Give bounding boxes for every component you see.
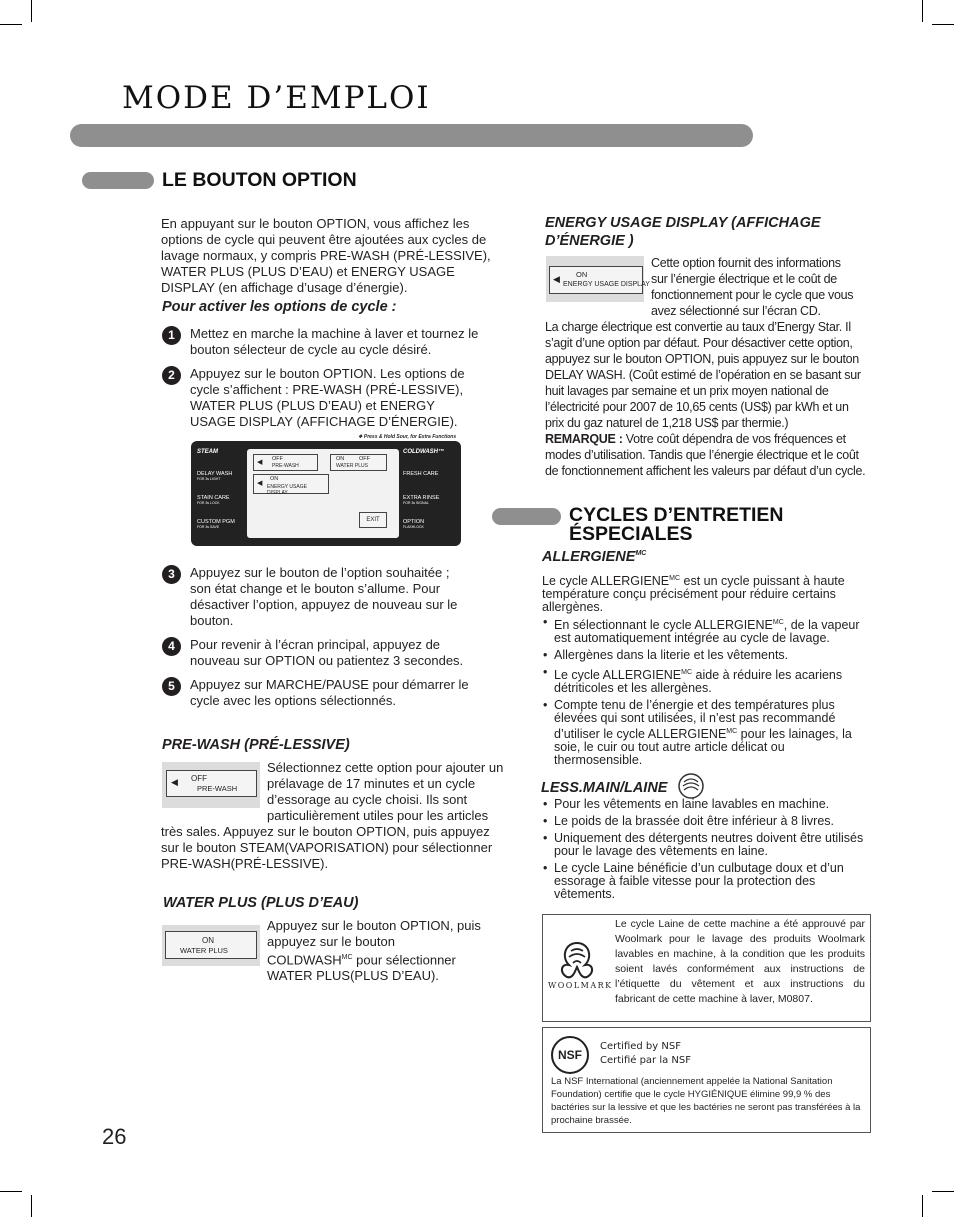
list-item: • Pour les vêtements en laine lavables en machine. xyxy=(542,798,868,811)
button-label: STAIN CARE xyxy=(197,495,230,501)
step-number: 2 xyxy=(162,366,181,385)
allergiene-heading xyxy=(542,549,646,565)
prewash-heading: PRE-WASH (PRÉ-LESSIVE) xyxy=(162,737,350,753)
delay-wash-button[interactable] xyxy=(197,471,245,495)
option-state: OFF xyxy=(359,456,370,462)
wool-heading: LESS.MAIN/LAINE xyxy=(541,780,668,796)
nsf-text: La NSF International (anciennement appelée la National Sanitation Foundation) certifie que le cycle HYGIÉNIQUE élimine 99,9 % des bactéries sur la lessive et que les bactéries ne seront pas transférées à la prochaine brassée. xyxy=(551,1076,861,1126)
nsf-logo-icon: NSF xyxy=(551,1036,589,1074)
step-text: Pour revenir à l’écran principal, appuyez de nouveau sur OPTION ou patientez 3 secondes. xyxy=(190,637,464,668)
option-state: OFF xyxy=(191,774,207,783)
text-part: En sélectionnant le cycle ALLERGIENE xyxy=(554,618,773,633)
button-sublabel: FOR 3s LIGHT xyxy=(197,477,221,481)
trademark-sup: MC xyxy=(772,619,784,626)
option-label: PRE-WASH xyxy=(197,784,238,793)
prewash-display-image xyxy=(162,762,260,808)
text-part: pour les lainages, la soie, le cuir ou tout autre article délicat ou thermosensible. xyxy=(554,727,852,768)
step-text: Mettez en marche la machine à laver et tournez le bouton sélecteur de cycle au cycle désiré. xyxy=(190,326,479,357)
allergiene-intro xyxy=(542,572,868,614)
option-state: ON xyxy=(336,456,345,462)
waterplus-display-image xyxy=(162,925,260,966)
left-arrow-icon: ◀ xyxy=(171,777,178,787)
text-part: aide à réduire les acariens détriticoles et les allergènes. xyxy=(554,668,843,696)
steam-button[interactable]: STEAM xyxy=(197,449,218,455)
heading-line: ÉSPECIALES xyxy=(569,523,693,545)
list-item: • Uniquement des détergents neutres doivent être utilisés pour le lavage des vêtements en laine. xyxy=(542,832,868,858)
intro-paragraph: En appuyant sur le bouton OPTION, vous affichez les options de cycle qui peuvent être ajoutées aux cycles de lavage normaux, y compris PRE-WASH (PRÉ-LESSIVE), WATER PLUS (PLUS D’EAU) et ENERGY USAGE DISPLAY (en affichage d’usage d’énergie). xyxy=(161,216,491,295)
left-arrow-icon: ◀ xyxy=(257,480,263,487)
remark-label: REMARQUE : xyxy=(545,432,623,446)
section-pill xyxy=(492,508,561,525)
nsf-box xyxy=(542,1027,871,1133)
step-number: 3 xyxy=(162,565,181,584)
section-pill xyxy=(82,172,154,189)
waterplus-display xyxy=(165,931,257,959)
crop-mark xyxy=(922,1195,923,1217)
woolmark-text: Le cycle Laine de cette machine a été approuvé par Woolmark pour le lavage des produits Woolmark lavables en machine, à la condition que les produits soient lavés conformément aux instructions de l’étiquette du vêtement et aux instructions du fabricant de cette machine à laver, M0807. xyxy=(615,918,865,1005)
text-part: , de la vapeur est automatiquement intégrée au cycle de lavage. xyxy=(554,618,860,646)
heading-line: CYCLES D’ENTRETIEN xyxy=(569,504,784,526)
allergiene-bullets xyxy=(542,616,868,771)
waterplus-text xyxy=(267,918,482,984)
trademark-sup: MC xyxy=(669,575,681,582)
trademark-sup: MC xyxy=(635,550,647,558)
crop-mark xyxy=(31,0,32,22)
step-text: Appuyez sur MARCHE/PAUSE pour démarrer le cycle avec les options sélectionnés. xyxy=(190,677,469,708)
cert-line: Certifié par la NSF xyxy=(600,1055,692,1066)
fresh-care-button[interactable]: FRESH CARE xyxy=(403,471,439,477)
text-part: pour sélectionner WATER PLUS(PLUS D’EAU). xyxy=(267,952,456,984)
title-bar xyxy=(70,124,753,147)
crop-mark xyxy=(31,1195,32,1217)
trademark-sup: MC xyxy=(681,669,693,677)
panel-screen xyxy=(247,449,399,538)
screen-waterplus-option[interactable] xyxy=(330,454,387,471)
crop-mark xyxy=(0,24,22,25)
step-number: 1 xyxy=(162,326,181,345)
crop-mark xyxy=(932,1191,954,1192)
list-item xyxy=(542,649,868,662)
left-arrow-icon: ◀ xyxy=(257,459,263,466)
text-part: Compte tenu de l’énergie et des températures plus élevées qui sont utilisées, il n’est pas recommandé d’utiliser le cycle ALLERGIENE xyxy=(554,698,836,742)
option-state: ON xyxy=(576,270,588,279)
list-item xyxy=(542,616,868,645)
option-label: PRE-WASH xyxy=(272,463,299,469)
step-text: Appuyez sur le bouton OPTION. Les options de cycle s’affichent : PRE-WASH (PRÉ-LESSIVE), WATER PLUS (PLUS D’EAU) et ENERGY USAGE DISPLAY (AFFICHAGE D’ÉNERGIE). xyxy=(190,366,465,429)
remark-text: Votre coût dépendra de vos fréquences et modes d’utilisation. Tandis que l’énergie électrique et le coût de fonctionnement affichent les valeurs par défaut d’un cycle. xyxy=(545,432,866,478)
crop-mark xyxy=(0,1191,22,1192)
option-state: OFF xyxy=(272,456,283,462)
list-item xyxy=(542,699,868,767)
nsf-certification xyxy=(600,1040,691,1068)
energy-remark xyxy=(545,431,870,479)
button-label: EXTRA RINSE xyxy=(403,495,440,501)
control-panel xyxy=(191,441,461,546)
trademark-sup: MC xyxy=(726,728,738,736)
button-label: DELAY WASH xyxy=(197,471,233,477)
list-item: • Le cycle Laine bénéficie d’un culbutage doux et d’un essorage à faible vitesse pour la protection des vêtements. xyxy=(542,862,868,901)
wool-cycle-icon xyxy=(678,773,704,799)
coldwash-button[interactable]: COLDWASH™ xyxy=(403,449,444,455)
list-item: • Le poids de la brassée doit être inférieur à 8 livres. xyxy=(542,815,868,828)
text-part: Le cycle ALLERGIENE xyxy=(542,574,670,589)
prewash-text-continued: très sales. Appuyez sur le bouton OPTION, puis appuyez sur le bouton STEAM(VAPORISATION) pour sélectionner PRE-WASH(PRÉ-LESSIVE). xyxy=(161,824,493,871)
trademark-sup: MC xyxy=(341,954,353,961)
text-part: Le cycle ALLERGIENE xyxy=(554,668,682,683)
stain-care-button[interactable] xyxy=(197,495,245,519)
option-label: ENERGY USAGE DISPLAY xyxy=(563,281,650,288)
option-label: ENERGY USAGE DISPLAY xyxy=(267,484,307,496)
page-title: MODE D’EMPLOI xyxy=(122,80,431,116)
button-sublabel: FOR 3s SAVE xyxy=(197,525,220,529)
step-number: 4 xyxy=(162,637,181,656)
screen-prewash-option[interactable] xyxy=(253,454,318,471)
button-sublabel: FOR 3s SIGNAL xyxy=(403,501,429,505)
panel-right-buttons xyxy=(403,449,457,539)
crop-mark xyxy=(932,24,954,25)
button-label: OPTION xyxy=(403,519,425,525)
prewash-display xyxy=(166,770,257,797)
list-item xyxy=(542,666,868,695)
wool-bullets xyxy=(542,798,868,905)
extra-rinse-button[interactable] xyxy=(403,495,457,519)
energy-display xyxy=(549,266,650,294)
waterplus-heading: WATER PLUS (PLUS D’EAU) xyxy=(163,895,359,911)
text-part: Allergènes dans la literie et les vêtements. xyxy=(554,648,789,663)
energy-text: Cette option fournit des informations sur l’énergie électrique et le coût de fonctionnement pour le cycle que vous avez sélectionné sur l’écran CD. xyxy=(651,256,854,318)
button-sublabel: FOR 3s LOCK xyxy=(197,501,220,505)
activate-subheading: Pour activer les options de cycle : xyxy=(162,299,397,315)
page-number: 26 xyxy=(102,1124,127,1149)
section-heading-special-cycles xyxy=(569,506,784,544)
screen-exit-button[interactable]: EXIT xyxy=(359,512,387,528)
woolmark-logo-icon xyxy=(555,939,599,983)
button-label: CUSTOM PGM xyxy=(197,519,235,525)
energy-text-continued: La charge électrique est convertie au taux d’Energy Star. Il s’agit d’une option par défaut. Pour désactiver cette option, appuyez sur le bouton OPTION, puis appuyez sur le bouton DELAY WASH. (Coût estimé de l’opération en se basant sur huit lavages par semaine et un prix moyen national de l’électricité pour 2007 de 10,65 cents (US$) par kWh et un prix du gaz naturel de 1,218 US$ par thermie.) xyxy=(545,320,861,430)
option-state: ON xyxy=(202,936,214,945)
energy-heading: ENERGY USAGE DISPLAY (AFFICHAGE D’ÉNERGIE ) xyxy=(545,215,821,249)
option-state: ON xyxy=(270,476,279,482)
step-text: Appuyez sur le bouton de l’option souhaitée ; son état change et le bouton s’allume. Pour désactiver l’option, appuyez de nouveau sur le bouton. xyxy=(190,565,458,628)
panel-note: ❖ Press & Hold Sour, for Extra Functions xyxy=(358,434,457,440)
text-part: Appuyez sur le bouton OPTION, puis appuyez sur le bouton COLDWASH xyxy=(267,918,481,968)
screen-energy-option[interactable] xyxy=(253,474,329,494)
cert-line: Certified by NSF xyxy=(600,1041,681,1052)
button-sublabel: FLASHLOCK xyxy=(403,525,424,529)
energy-display-image xyxy=(546,256,650,302)
heading-text: ALLERGIENE xyxy=(542,549,636,565)
text-part: est un cycle puissant à haute température conçu précisément pour réduire certains allergènes. xyxy=(542,574,845,615)
crop-mark xyxy=(922,0,923,22)
prewash-text: Sélectionnez cette option pour ajouter un prélavage de 17 minutes et un cycle d’essorage au cycle choisi. Ils sont particulièrement utiles pour les articles xyxy=(267,760,504,823)
custom-pgm-button[interactable] xyxy=(197,519,245,539)
left-arrow-icon: ◀ xyxy=(553,274,560,284)
woolmark-wordmark: WOOLMARK xyxy=(548,981,613,990)
option-button[interactable] xyxy=(403,519,457,539)
step-number: 5 xyxy=(162,677,181,696)
panel-left-buttons xyxy=(197,449,245,539)
woolmark-box xyxy=(542,914,871,1022)
option-label: WATER PLUS xyxy=(336,463,368,469)
section-heading-option: LE BOUTON OPTION xyxy=(162,169,357,191)
option-label: WATER PLUS xyxy=(180,946,228,955)
